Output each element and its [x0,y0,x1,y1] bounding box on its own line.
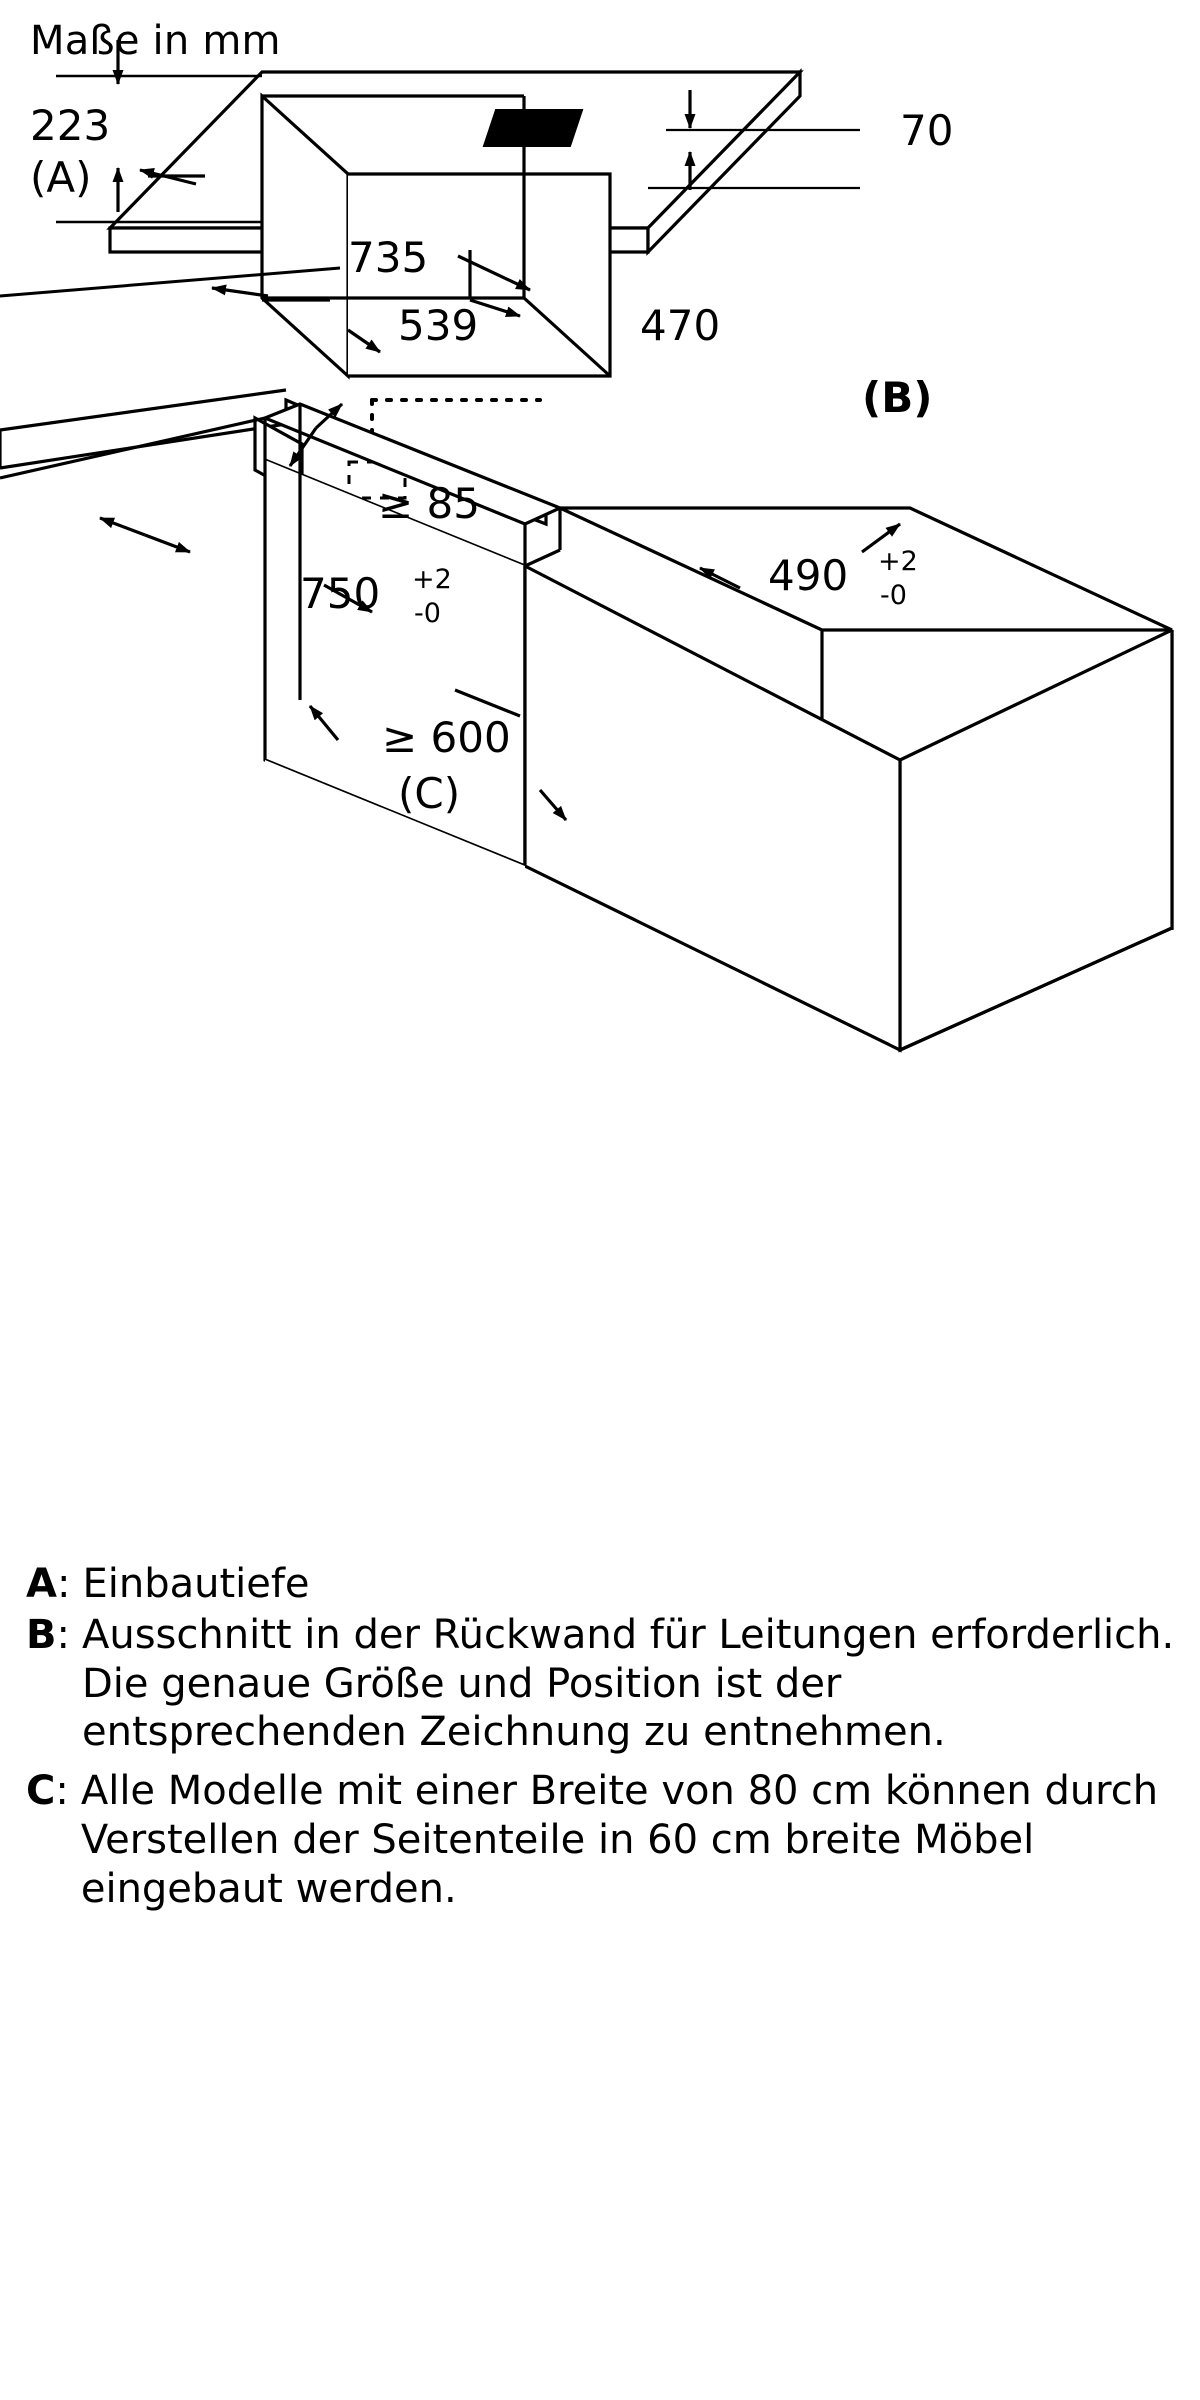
callout-c-label: (C) [398,769,461,818]
legend-key-a: A [26,1561,57,1607]
legend [26,1560,1176,1916]
legend-item-a [26,1560,1176,1609]
legend-item-c [26,1767,1176,1913]
dim-750-tol-plus: +2 [412,564,452,595]
dim-600-value: ≥ 600 [382,713,511,762]
dim-490-value: 490 [768,551,849,600]
callout-b-label: (B) [862,373,933,422]
dim-539-value: 539 [398,301,479,350]
legend-colon-a: : [56,1561,71,1607]
dim-490-tol-minus: -0 [880,580,907,611]
dim-490-tol-plus: +2 [878,546,918,577]
legend-colon-c: : [55,1768,69,1815]
legend-text-a: Einbautiefe [82,1561,310,1607]
legend-text-c: Alle Modelle mit einer Breite von 80 cm können durch Verstellen der Seitenteile in 60 cm breite Möbel eingebaut werden. [80,1768,1159,1912]
legend-text-b: Ausschnitt in der Rückwand für Leitungen erforderlich. Die genaue Größe und Position ist der entsprechenden Zeichnung zu entnehmen. [81,1611,1175,1756]
dim-85-value: ≥ 85 [378,479,480,528]
worktop-slab [0,390,286,468]
dim-70-value: 70 [900,106,954,155]
dim-223-value: 223 [30,101,111,150]
dim-735-value: 735 [348,233,429,282]
dim-750-value: 750 [300,569,381,618]
cabinet-geometry [0,380,1172,1050]
legend-key-b: B [26,1611,57,1658]
dim-470-value: 470 [640,301,721,350]
callout-a-label: (A) [30,153,92,202]
dim-750-tol-minus: -0 [414,598,441,629]
legend-item-b [26,1611,1176,1757]
legend-colon-b: : [56,1611,70,1658]
legend-key-c: C [26,1768,56,1815]
page-title: Maße in mm [30,18,281,64]
